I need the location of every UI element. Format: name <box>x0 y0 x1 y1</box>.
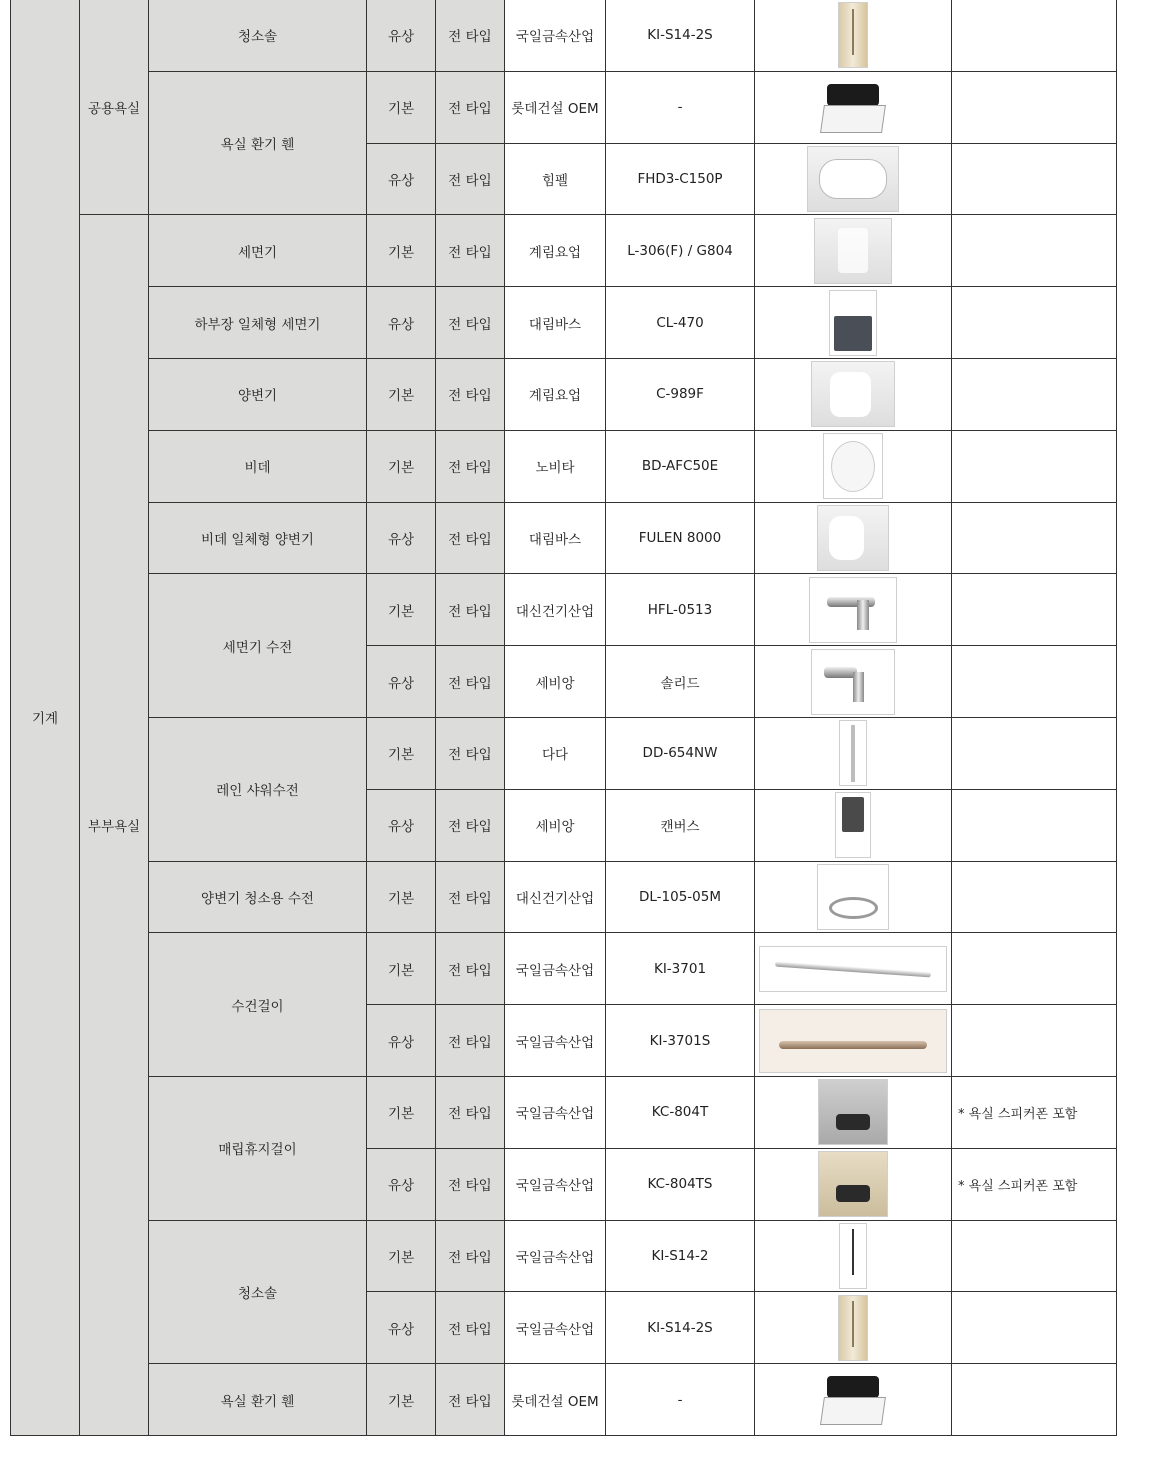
type-cell: 전 타입 <box>436 71 505 143</box>
maker-cell: 계림요업 <box>505 358 606 430</box>
maker-cell: 국일금속산업 <box>505 1076 606 1148</box>
model-cell: KI-S14-2S <box>606 1292 755 1364</box>
item-name-cell: 세면기 <box>149 215 367 287</box>
option-cell: 유상 <box>367 0 436 71</box>
maker-cell: 다다 <box>505 717 606 789</box>
option-cell: 유상 <box>367 1005 436 1077</box>
toilet-icon <box>811 361 895 427</box>
table-row <box>11 933 1117 1005</box>
item-name-cell: 양변기 청소용 수전 <box>149 861 367 933</box>
image-cell <box>755 1292 952 1364</box>
toilet-brush-icon <box>839 1223 867 1289</box>
option-cell: 유상 <box>367 789 436 861</box>
note-cell <box>952 717 1117 789</box>
option-cell: 유상 <box>367 1148 436 1220</box>
ventilation-fan-icon <box>812 1368 894 1432</box>
model-cell: CL-470 <box>606 287 755 359</box>
type-cell: 전 타입 <box>436 646 505 718</box>
note-cell <box>952 933 1117 1005</box>
type-cell: 전 타입 <box>436 933 505 1005</box>
note-cell <box>952 71 1117 143</box>
table-row <box>11 0 1117 71</box>
option-cell: 기본 <box>367 71 436 143</box>
rain-shower-panel-icon <box>835 792 871 858</box>
towel-bar-icon <box>759 946 947 992</box>
bidet-sprayer-icon <box>817 864 889 930</box>
model-cell: HFL-0513 <box>606 574 755 646</box>
item-name-cell: 수건걸이 <box>149 933 367 1077</box>
type-cell: 전 타입 <box>436 287 505 359</box>
type-cell: 전 타입 <box>436 1005 505 1077</box>
model-cell: C-989F <box>606 358 755 430</box>
item-name-cell: 하부장 일체형 세면기 <box>149 287 367 359</box>
option-cell: 기본 <box>367 215 436 287</box>
maker-cell: 국일금속산업 <box>505 0 606 71</box>
ventilation-fan-icon <box>812 75 894 139</box>
note-cell <box>952 1292 1117 1364</box>
image-cell <box>755 1364 952 1436</box>
model-cell: KI-3701 <box>606 933 755 1005</box>
table-row <box>11 1220 1117 1292</box>
item-name-cell: 욕실 환기 휀 <box>149 1364 367 1436</box>
table-row <box>11 1364 1117 1436</box>
table-row <box>11 358 1117 430</box>
spec-table <box>10 0 1117 1436</box>
image-cell <box>755 143 952 215</box>
item-name-cell: 세면기 수전 <box>149 574 367 718</box>
type-cell: 전 타입 <box>436 215 505 287</box>
model-cell: FULEN 8000 <box>606 502 755 574</box>
image-cell <box>755 1076 952 1148</box>
option-cell: 기본 <box>367 574 436 646</box>
note-cell <box>952 1220 1117 1292</box>
type-cell: 전 타입 <box>436 358 505 430</box>
category-cell: 기계 <box>11 0 80 1435</box>
toilet-brush-gold-icon <box>838 1295 868 1361</box>
item-name-cell: 비데 <box>149 430 367 502</box>
table-row <box>11 430 1117 502</box>
type-cell: 전 타입 <box>436 1148 505 1220</box>
bidet-seat-icon <box>823 433 883 499</box>
type-cell: 전 타입 <box>436 430 505 502</box>
maker-cell: 세비앙 <box>505 646 606 718</box>
recessed-paper-holder-gold-icon <box>818 1151 888 1217</box>
maker-cell: 국일금속산업 <box>505 1292 606 1364</box>
maker-cell: 롯데건설 OEM <box>505 1364 606 1436</box>
basin-faucet-steel-icon <box>811 649 895 715</box>
maker-cell: 국일금속산업 <box>505 1220 606 1292</box>
recessed-paper-holder-icon <box>818 1079 888 1145</box>
note-cell: * 욕실 스피커폰 포함 <box>952 1076 1117 1148</box>
maker-cell: 노비타 <box>505 430 606 502</box>
option-cell: 유상 <box>367 502 436 574</box>
type-cell: 전 타입 <box>436 1364 505 1436</box>
maker-cell: 대림바스 <box>505 287 606 359</box>
type-cell: 전 타입 <box>436 1292 505 1364</box>
table-row <box>11 574 1117 646</box>
image-cell <box>755 215 952 287</box>
option-cell: 기본 <box>367 1220 436 1292</box>
model-cell: 솔리드 <box>606 646 755 718</box>
note-cell: * 욕실 스피커폰 포함 <box>952 1148 1117 1220</box>
note-cell <box>952 789 1117 861</box>
table-row <box>11 1076 1117 1148</box>
image-cell <box>755 1005 952 1077</box>
option-cell: 유상 <box>367 646 436 718</box>
smart-toilet-icon <box>817 505 889 571</box>
rain-shower-icon <box>839 720 867 786</box>
item-name-cell: 레인 샤워수전 <box>149 717 367 861</box>
maker-cell: 국일금속산업 <box>505 1005 606 1077</box>
model-cell: DL-105-05M <box>606 861 755 933</box>
maker-cell: 국일금속산업 <box>505 933 606 1005</box>
maker-cell: 대신건기산업 <box>505 574 606 646</box>
image-cell <box>755 358 952 430</box>
table-row <box>11 287 1117 359</box>
type-cell: 전 타입 <box>436 143 505 215</box>
image-cell <box>755 0 952 71</box>
model-cell: - <box>606 71 755 143</box>
option-cell: 유상 <box>367 287 436 359</box>
image-cell <box>755 287 952 359</box>
image-cell <box>755 1148 952 1220</box>
maker-cell: 국일금속산업 <box>505 1148 606 1220</box>
item-name-cell: 청소솔 <box>149 1220 367 1364</box>
option-cell: 기본 <box>367 358 436 430</box>
image-cell <box>755 502 952 574</box>
maker-cell: 롯데건설 OEM <box>505 71 606 143</box>
maker-cell: 계림요업 <box>505 215 606 287</box>
model-cell: L-306(F) / G804 <box>606 215 755 287</box>
maker-cell: 힘펠 <box>505 143 606 215</box>
note-cell <box>952 574 1117 646</box>
option-cell: 기본 <box>367 933 436 1005</box>
ventilation-fan-white-icon <box>807 146 899 212</box>
option-cell: 기본 <box>367 430 436 502</box>
model-cell: 캔버스 <box>606 789 755 861</box>
image-cell <box>755 646 952 718</box>
image-cell <box>755 1220 952 1292</box>
option-cell: 유상 <box>367 143 436 215</box>
type-cell: 전 타입 <box>436 789 505 861</box>
table-row <box>11 861 1117 933</box>
note-cell <box>952 358 1117 430</box>
image-cell <box>755 574 952 646</box>
note-cell <box>952 215 1117 287</box>
image-cell <box>755 71 952 143</box>
item-name-cell: 매립휴지걸이 <box>149 1076 367 1220</box>
option-cell: 기본 <box>367 1076 436 1148</box>
group-cell-common-bath: 공용욕실 <box>80 0 149 215</box>
type-cell: 전 타입 <box>436 1220 505 1292</box>
model-cell: FHD3-C150P <box>606 143 755 215</box>
model-cell: - <box>606 1364 755 1436</box>
table-row <box>11 502 1117 574</box>
image-cell <box>755 933 952 1005</box>
type-cell: 전 타입 <box>436 502 505 574</box>
table-row <box>11 215 1117 287</box>
maker-cell: 대신건기산업 <box>505 861 606 933</box>
table-row <box>11 71 1117 143</box>
option-cell: 기본 <box>367 1364 436 1436</box>
vanity-washbasin-icon <box>829 290 877 356</box>
image-cell <box>755 717 952 789</box>
group-cell-master-bath: 부부욕실 <box>80 215 149 1436</box>
model-cell: KI-S14-2 <box>606 1220 755 1292</box>
washbasin-icon <box>814 218 892 284</box>
image-cell <box>755 430 952 502</box>
type-cell: 전 타입 <box>436 0 505 71</box>
item-name-cell: 비데 일체형 양변기 <box>149 502 367 574</box>
note-cell <box>952 502 1117 574</box>
option-cell: 기본 <box>367 861 436 933</box>
note-cell <box>952 861 1117 933</box>
note-cell <box>952 143 1117 215</box>
model-cell: KI-S14-2S <box>606 0 755 71</box>
note-cell <box>952 1364 1117 1436</box>
note-cell <box>952 287 1117 359</box>
item-name-cell: 양변기 <box>149 358 367 430</box>
note-cell <box>952 0 1117 71</box>
type-cell: 전 타입 <box>436 861 505 933</box>
type-cell: 전 타입 <box>436 717 505 789</box>
model-cell: KI-3701S <box>606 1005 755 1077</box>
note-cell <box>952 1005 1117 1077</box>
model-cell: DD-654NW <box>606 717 755 789</box>
type-cell: 전 타입 <box>436 574 505 646</box>
towel-bar-gold-icon <box>759 1009 947 1073</box>
model-cell: BD-AFC50E <box>606 430 755 502</box>
basin-faucet-icon <box>809 577 897 643</box>
note-cell <box>952 646 1117 718</box>
toilet-brush-gold-icon <box>838 2 868 68</box>
option-cell: 기본 <box>367 717 436 789</box>
model-cell: KC-804TS <box>606 1148 755 1220</box>
maker-cell: 세비앙 <box>505 789 606 861</box>
note-cell <box>952 430 1117 502</box>
option-cell: 유상 <box>367 1292 436 1364</box>
maker-cell: 대림바스 <box>505 502 606 574</box>
item-name-cell: 청소솔 <box>149 0 367 71</box>
image-cell <box>755 861 952 933</box>
table-row <box>11 717 1117 789</box>
item-name-cell: 욕실 환기 휀 <box>149 71 367 215</box>
model-cell: KC-804T <box>606 1076 755 1148</box>
image-cell <box>755 789 952 861</box>
type-cell: 전 타입 <box>436 1076 505 1148</box>
